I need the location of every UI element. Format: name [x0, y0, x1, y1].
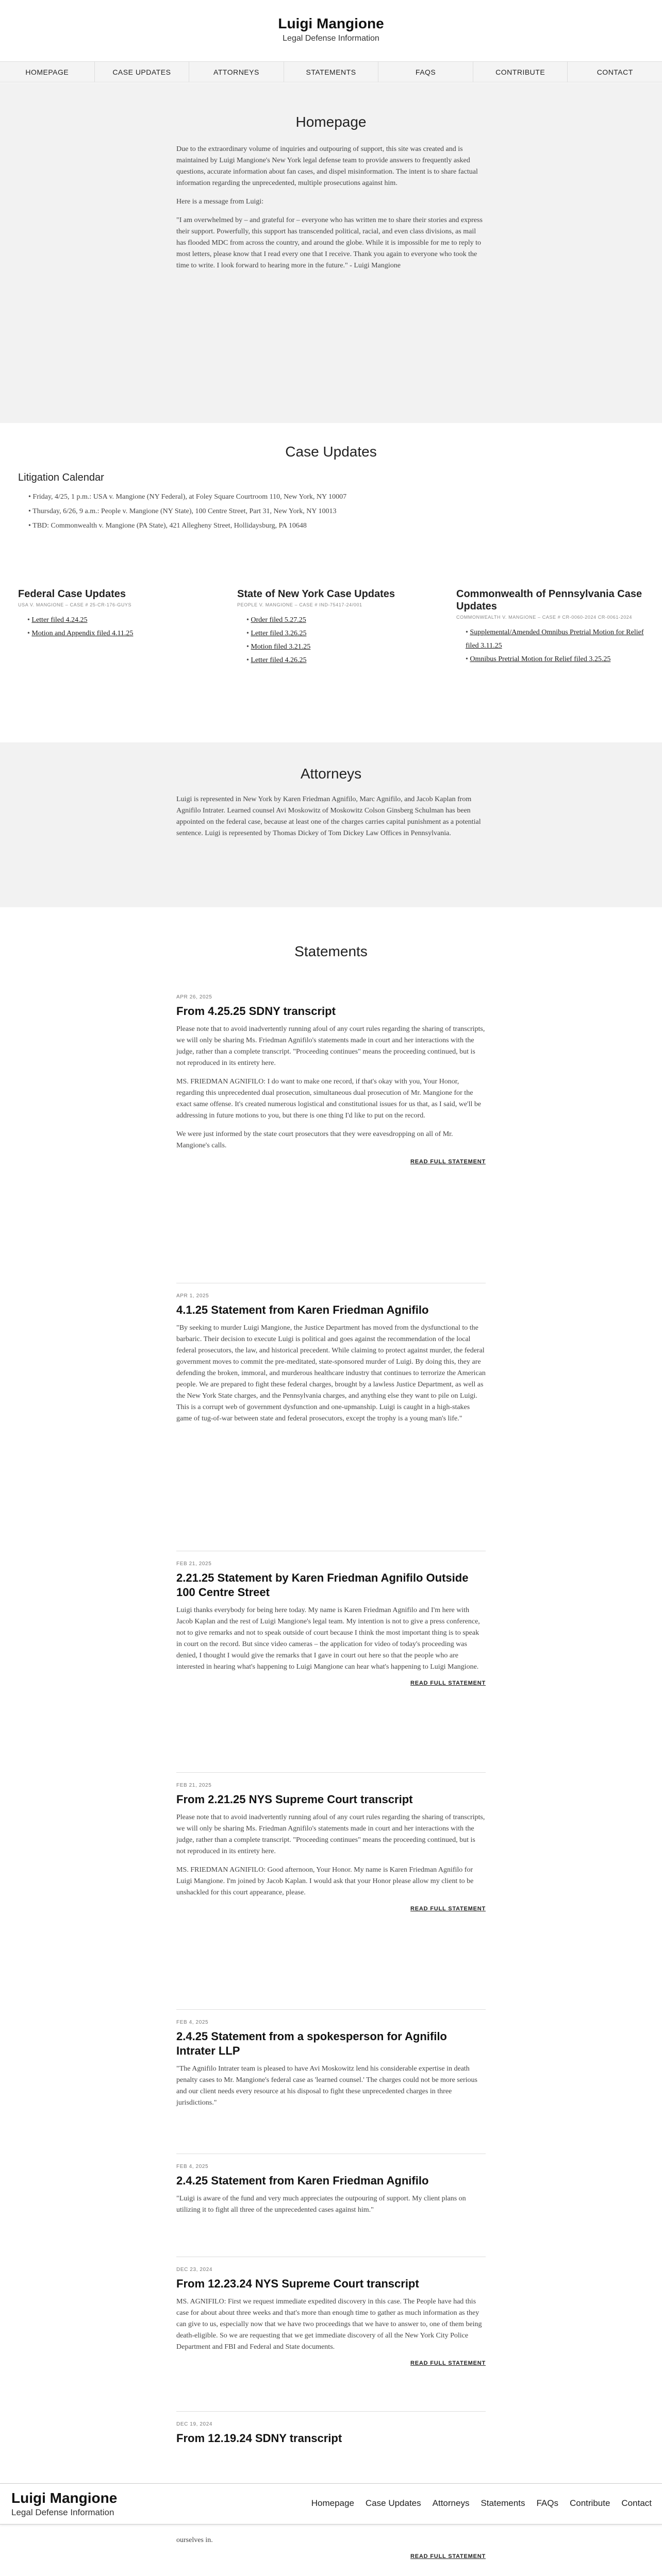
statement-date: APR 26, 2025	[176, 994, 212, 1000]
statement-paragraph: Please note that to avoid inadvertently running afoul of any court rules regarding the sharing of transcripts, we will only be sharing Ms. Friedman Agnifilo's statements made in court and her interactions with the judge, rather than a complete transcript. "Proceeding continues" means the proceeding continued, but is not reproduced in its entirety here.	[176, 1814, 485, 1855]
site-subtitle: Legal Defense Information	[283, 34, 379, 43]
attorneys-body: Luigi is represented in New York by Karen Friedman Agnifilo, Marc Agnifilo, and Jacob Kaplan from Agnifilo Intrater. Learned counsel Avi Moskowitz of Moskowitz Colson Ginsberg Schulman has been appointed on the federal case, because at least one of the charges carries capital punishment as a potential sentence. Luigi is represented by Thomas Dickey of Tom Dickey Law Offices in Pennsylvania.	[176, 795, 481, 837]
statement-card	[176, 2164, 486, 2223]
statement-card	[176, 1561, 486, 1686]
statement-date: FEB 4, 2025	[176, 2020, 209, 2025]
sticky-nav-faqs[interactable]: FAQs	[536, 2498, 558, 2508]
homepage-lead: Here is a message from Luigi:	[176, 198, 264, 206]
case-document-link[interactable]: Letter filed 4.24.25	[31, 616, 88, 624]
statement-paragraph: Please note that to avoid inadvertently running afoul of any court rules regarding the sharing of transcripts, we will only be sharing Ms. Friedman Agnifilo's statements made in court and her interactions with the judge, rather than a complete transcript. "Proceeding continues" means the proceeding continued, but is not reproduced in its entirety here.	[176, 1025, 485, 1067]
nav-contact[interactable]: CONTACT	[597, 68, 633, 76]
nav-case-updates[interactable]: CASE UPDATES	[95, 62, 190, 82]
site-header	[0, 0, 662, 62]
statement-date: FEB 4, 2025	[176, 2164, 209, 2170]
statement-title[interactable]: From 2.21.25 NYS Supreme Court transcript	[176, 1793, 413, 1806]
statement-title[interactable]: 2.21.25 Statement by Karen Friedman Agnifilo Outside 100 Centre Street	[176, 1571, 469, 1599]
statement-paragraph: "Luigi is aware of the fund and very much appreciates the outpouring of support. My client plans on utilizing it to fight all three of the unprecedented cases against him."	[176, 2195, 466, 2214]
federal-case-updates	[18, 588, 209, 640]
site-title[interactable]: Luigi Mangione	[278, 15, 384, 31]
statement-card	[176, 2020, 486, 2116]
statement-card	[176, 994, 486, 1165]
statement-paragraph: Luigi thanks everybody for being here today. My name is Karen Friedman Agnifilo and I'm here with Jacob Kaplan and the rest of Luigi Mangione's legal team. My intention is not to give a press conference, not to give remarks and not to speak outside of court because I think the most important thing is to speak in court on the record. But since video cameras – the application for video of today's proceeding was denied, I thought I would give the remarks that I gave in court out here so that the people who are interested in hearing what's happening to Luigi Mangione can hear what's happening to Luigi Mangione.	[176, 1606, 480, 1671]
homepage-heading: Homepage	[295, 114, 367, 130]
nav-faqs[interactable]: FAQS	[378, 62, 473, 82]
statement-card	[176, 1783, 486, 1912]
litigation-calendar-title: Litigation Calendar	[18, 472, 104, 483]
statement-title[interactable]: From 4.25.25 SDNY transcript	[176, 1005, 336, 1018]
case-column-title: Federal Case Updates	[18, 588, 126, 600]
statement-title[interactable]: 4.1.25 Statement from Karen Friedman Agnifilo	[176, 1303, 429, 1316]
case-caption: USA V. MANGIONE – CASE # 25-CR-176-GUYS	[18, 602, 132, 607]
case-document-link[interactable]: Letter filed 3.26.25	[251, 630, 307, 637]
nav-attorneys[interactable]: ATTORNEYS	[189, 62, 284, 82]
statements-heading: Statements	[294, 943, 368, 959]
case-document-link[interactable]: Motion and Appendix filed 4.11.25	[31, 630, 134, 637]
sticky-nav-contact[interactable]: Contact	[621, 2498, 652, 2508]
sticky-nav-attorneys[interactable]: Attorneys	[432, 2498, 470, 2508]
statement-date: DEC 23, 2024	[176, 2267, 213, 2273]
homepage-intro: Due to the extraordinary volume of inquiries and outpouring of support, this site was created and is maintained by Luigi Mangione's New York legal defense team to provide answers to frequently asked questions, accurate information about fan cases, and dispel misinformation. The intent is to share factual information regarding the unprecedented, multiple prosecutions against him.	[176, 145, 478, 187]
case-caption: COMMONWEALTH V. MANGIONE – CASE # CR-0060-2024 CR-0061-2024	[456, 615, 633, 620]
case-document-link[interactable]: Omnibus Pretrial Motion for Relief filed 3.25.25	[470, 655, 611, 663]
case-caption: PEOPLE V. MANGIONE – CASE # IND-75417-24/001	[237, 602, 362, 607]
sticky-nav-contribute[interactable]: Contribute	[569, 2498, 610, 2508]
read-full-statement-link[interactable]: READ FULL STATEMENT	[410, 1680, 486, 1686]
sticky-site-subtitle: Legal Defense Information	[11, 2507, 114, 2517]
statement-card	[176, 1293, 486, 1432]
statement-card	[176, 2421, 486, 2451]
sticky-nav-homepage[interactable]: Homepage	[311, 2498, 354, 2508]
statement-card	[176, 2267, 486, 2366]
attorneys-heading: Attorneys	[300, 766, 362, 782]
case-document-link[interactable]: Supplemental/Amended Omnibus Pretrial Motion for Relief filed 3.11.25	[466, 629, 644, 650]
case-document-link[interactable]: Letter filed 4.26.25	[251, 656, 307, 664]
read-full-statement-link[interactable]: READ FULL STATEMENT	[410, 1159, 486, 1165]
luigi-message: "I am overwhelmed by – and grateful for – everyone who has written me to share their stories and express their support. Powerfully, this support has transcended political, racial, and even class divisions, as mail has flooded MDC from across the country, and around the globe. While it is impossible for me to reply to most letters, please know that I read every one that I receive. Thank you again to everyone who took the time to write. I look forward to hearing more in the future." - Luigi Mangione	[176, 216, 483, 269]
nav-homepage[interactable]: HOMEPAGE	[0, 62, 95, 82]
sticky-nav-case-updates[interactable]: Case Updates	[365, 2498, 421, 2508]
case-document-link[interactable]: Order filed 5.27.25	[251, 616, 306, 624]
statement-title[interactable]: 2.4.25 Statement from Karen Friedman Agnifilo	[176, 2174, 429, 2187]
statement-paragraph: ourselves in.	[176, 2536, 213, 2544]
read-full-statement-link[interactable]: READ FULL STATEMENT	[410, 1906, 486, 1912]
statement-date: DEC 19, 2024	[176, 2421, 213, 2427]
read-full-statement-link[interactable]: READ FULL STATEMENT	[410, 2553, 486, 2560]
new-york-case-updates	[237, 588, 428, 667]
statement-paragraph: We were just informed by the state court prosecutors that they were eavesdropping on all of Mr. Mangione's calls.	[176, 1130, 453, 1149]
statement-card	[176, 2535, 486, 2560]
homepage-section	[0, 83, 662, 423]
statement-date: FEB 21, 2025	[176, 1561, 212, 1567]
case-updates-heading: Case Updates	[285, 444, 377, 460]
statement-date: APR 1, 2025	[176, 1293, 209, 1299]
case-column-title: Commonwealth of Pennsylvania Case Updates	[456, 588, 642, 612]
case-column-title: State of New York Case Updates	[237, 588, 395, 600]
sticky-header	[0, 2483, 662, 2524]
nav-statements[interactable]: STATEMENTS	[284, 62, 379, 82]
calendar-entry: • Friday, 4/25, 1 p.m.: USA v. Mangione (NY Federal), at Foley Square Courtroom 110, New York, NY 10007	[28, 490, 346, 504]
case-updates-section	[0, 423, 662, 742]
statement-paragraph: "The Agnifilo Intrater team is pleased to have Avi Moskowitz lend his considerable expertise in death penalty cases to Mr. Mangione's federal case as 'learned counsel.' The charges could not be more serious and our client needs every resource at his disposal to fight these unprecedented charges in three jurisdictions."	[176, 2065, 477, 2107]
statement-paragraph: MS. AGNIFILO: First we request immediate expedited discovery in this case. The People have had this case for about about three weeks and that's more than enough time to gather as much information as they can give to us, especially now that we have two proceedings that we have to answer to, one of them being death-eligible. So we are requesting that we get immediate discovery of all the New York City Police Department and FBI and Federal and State documents.	[176, 2298, 482, 2351]
attorneys-section	[0, 742, 662, 907]
statement-divider	[176, 1772, 486, 1773]
statement-divider	[176, 2009, 486, 2010]
nav-contribute[interactable]: CONTRIBUTE	[473, 62, 568, 82]
calendar-entry: • TBD: Commonwealth v. Mangione (PA State), 421 Allegheny Street, Hollidaysburg, PA 10648	[28, 519, 346, 533]
main-nav	[0, 62, 662, 82]
pennsylvania-case-updates	[456, 588, 647, 666]
sticky-site-title[interactable]: Luigi Mangione	[11, 2490, 118, 2506]
statement-paragraph: MS. FRIEDMAN AGNIFILO: I do want to make one record, if that's okay with you, Your Honor, regarding this unprecedented dual prosecution, simultaneous dual prosecution of Mr. Mangione for the exact same offense. It's created numerous logistical and constitutional issues for us that, as I said, we'll be addressing in future motions to you, but there is one thing I'd like to put on the record.	[176, 1078, 482, 1120]
read-full-statement-link[interactable]: READ FULL STATEMENT	[410, 2360, 486, 2366]
statement-paragraph: MS. FRIEDMAN AGNIFILO: Good afternoon, Your Honor. My name is Karen Friedman Agnifilo for Luigi Mangione. I'm joined by Jacob Kaplan. I would ask that your Honor please allow my client to be unshackled for this court appearance, please.	[176, 1866, 474, 1896]
statement-paragraph: "By seeking to murder Luigi Mangione, the Justice Department has moved from the dysfunctional to the barbaric. Their decision to execute Luigi is political and goes against the recommendation of the local federal prosecutors, the law, and historical precedent. While claiming to protect against murder, the federal government moves to commit the pre-meditated, state-sponsored murder of Luigi. By doing this, they are defending the broken, immoral, and murderous healthcare industry that continues to terrorize the American people. We are prepared to fight these federal charges, brought by a lawless Justice Department, as well as the New York State charges, and the Pennsylvania charges, and anything else they want to pile on Luigi. This is a corrupt web of government dysfunction and one-upmanship. Luigi is caught in a high-stakes game of tug-of-war between state and federal prosecutors, except the trophy is a young man's life."	[176, 1324, 486, 1422]
statement-date: FEB 21, 2025	[176, 1783, 212, 1788]
statement-title[interactable]: From 12.19.24 SDNY transcript	[176, 2432, 342, 2445]
statement-title[interactable]: From 12.23.24 NYS Supreme Court transcript	[176, 2277, 419, 2290]
statement-divider	[176, 2411, 486, 2412]
sticky-nav-statements[interactable]: Statements	[481, 2498, 525, 2508]
litigation-calendar	[28, 490, 346, 533]
sticky-nav	[311, 2498, 652, 2509]
case-document-link[interactable]: Motion filed 3.21.25	[251, 643, 311, 651]
statement-title[interactable]: 2.4.25 Statement from a spokesperson for Agnifilo Intrater LLP	[176, 2030, 447, 2057]
calendar-entry: • Thursday, 6/26, 9 a.m.: People v. Mangione (NY State), 100 Centre Street, Part 31, New York, NY 10013	[28, 504, 346, 519]
